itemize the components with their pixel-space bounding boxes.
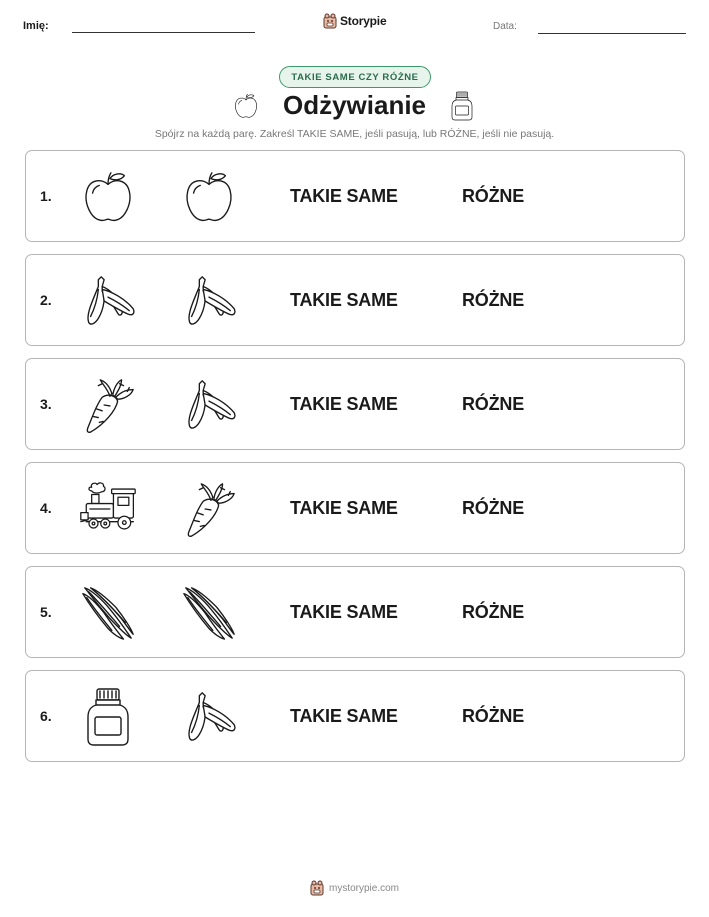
date-label: Data:	[493, 21, 517, 32]
storypie-logo-icon	[310, 880, 324, 896]
instructions: Spójrz na każdą parę. Zakreśl TAKIE SAME, jeśli pasują, lub RÓŻNE, jeśli nie pasują.	[154, 128, 555, 140]
storypie-logo-icon	[323, 13, 337, 29]
item-number: 3.	[40, 396, 52, 412]
option-takie-same[interactable]: TAKIE SAME	[290, 186, 398, 206]
green-beans-icon	[79, 583, 137, 643]
green-beans-icon	[180, 583, 238, 643]
option-takie-same[interactable]: TAKIE SAME	[290, 706, 398, 726]
jar-icon	[79, 687, 137, 747]
item-card	[25, 462, 685, 554]
jar-icon	[451, 90, 473, 122]
option-takie-same[interactable]: TAKIE SAME	[290, 498, 398, 518]
option-rozne[interactable]: RÓŻNE	[462, 290, 525, 310]
item-number: 6.	[40, 708, 52, 724]
item-number: 4.	[40, 500, 52, 516]
option-rozne[interactable]: RÓŻNE	[462, 498, 525, 518]
banana-icon	[180, 271, 238, 331]
banana-icon	[180, 687, 238, 747]
option-rozne[interactable]: RÓŻNE	[462, 706, 525, 726]
footer	[0, 880, 709, 896]
brand-name: Storypie	[340, 14, 387, 28]
worksheet-type-badge: TAKIE SAME CZY RÓŻNE	[279, 66, 431, 88]
carrot-icon	[180, 479, 238, 539]
option-rozne[interactable]: RÓŻNE	[462, 602, 525, 622]
apple-icon	[79, 167, 137, 227]
banana-icon	[79, 271, 137, 331]
item-card	[25, 670, 685, 762]
item-card	[25, 150, 685, 242]
option-takie-same[interactable]: TAKIE SAME	[290, 290, 398, 310]
item-card	[25, 254, 685, 346]
carrot-icon	[79, 375, 137, 435]
date-field-line[interactable]	[538, 33, 686, 34]
item-number: 1.	[40, 188, 52, 204]
option-rozne[interactable]: RÓŻNE	[462, 186, 525, 206]
name-label: Imię:	[23, 20, 49, 32]
item-card	[25, 358, 685, 450]
apple-icon	[180, 167, 238, 227]
option-takie-same[interactable]: TAKIE SAME	[290, 394, 398, 414]
footer-site-link[interactable]: mystorypie.com	[328, 882, 399, 894]
option-takie-same[interactable]: TAKIE SAME	[290, 602, 398, 622]
page-title: Odżywianie	[282, 90, 427, 120]
worksheet-header	[0, 0, 709, 50]
name-field-line[interactable]	[72, 32, 255, 33]
banana-icon	[180, 375, 238, 435]
item-number: 2.	[40, 292, 52, 308]
item-number: 5.	[40, 604, 52, 620]
train-icon	[79, 479, 137, 539]
brand	[323, 13, 386, 29]
option-rozne[interactable]: RÓŻNE	[462, 394, 525, 414]
item-card	[25, 566, 685, 658]
